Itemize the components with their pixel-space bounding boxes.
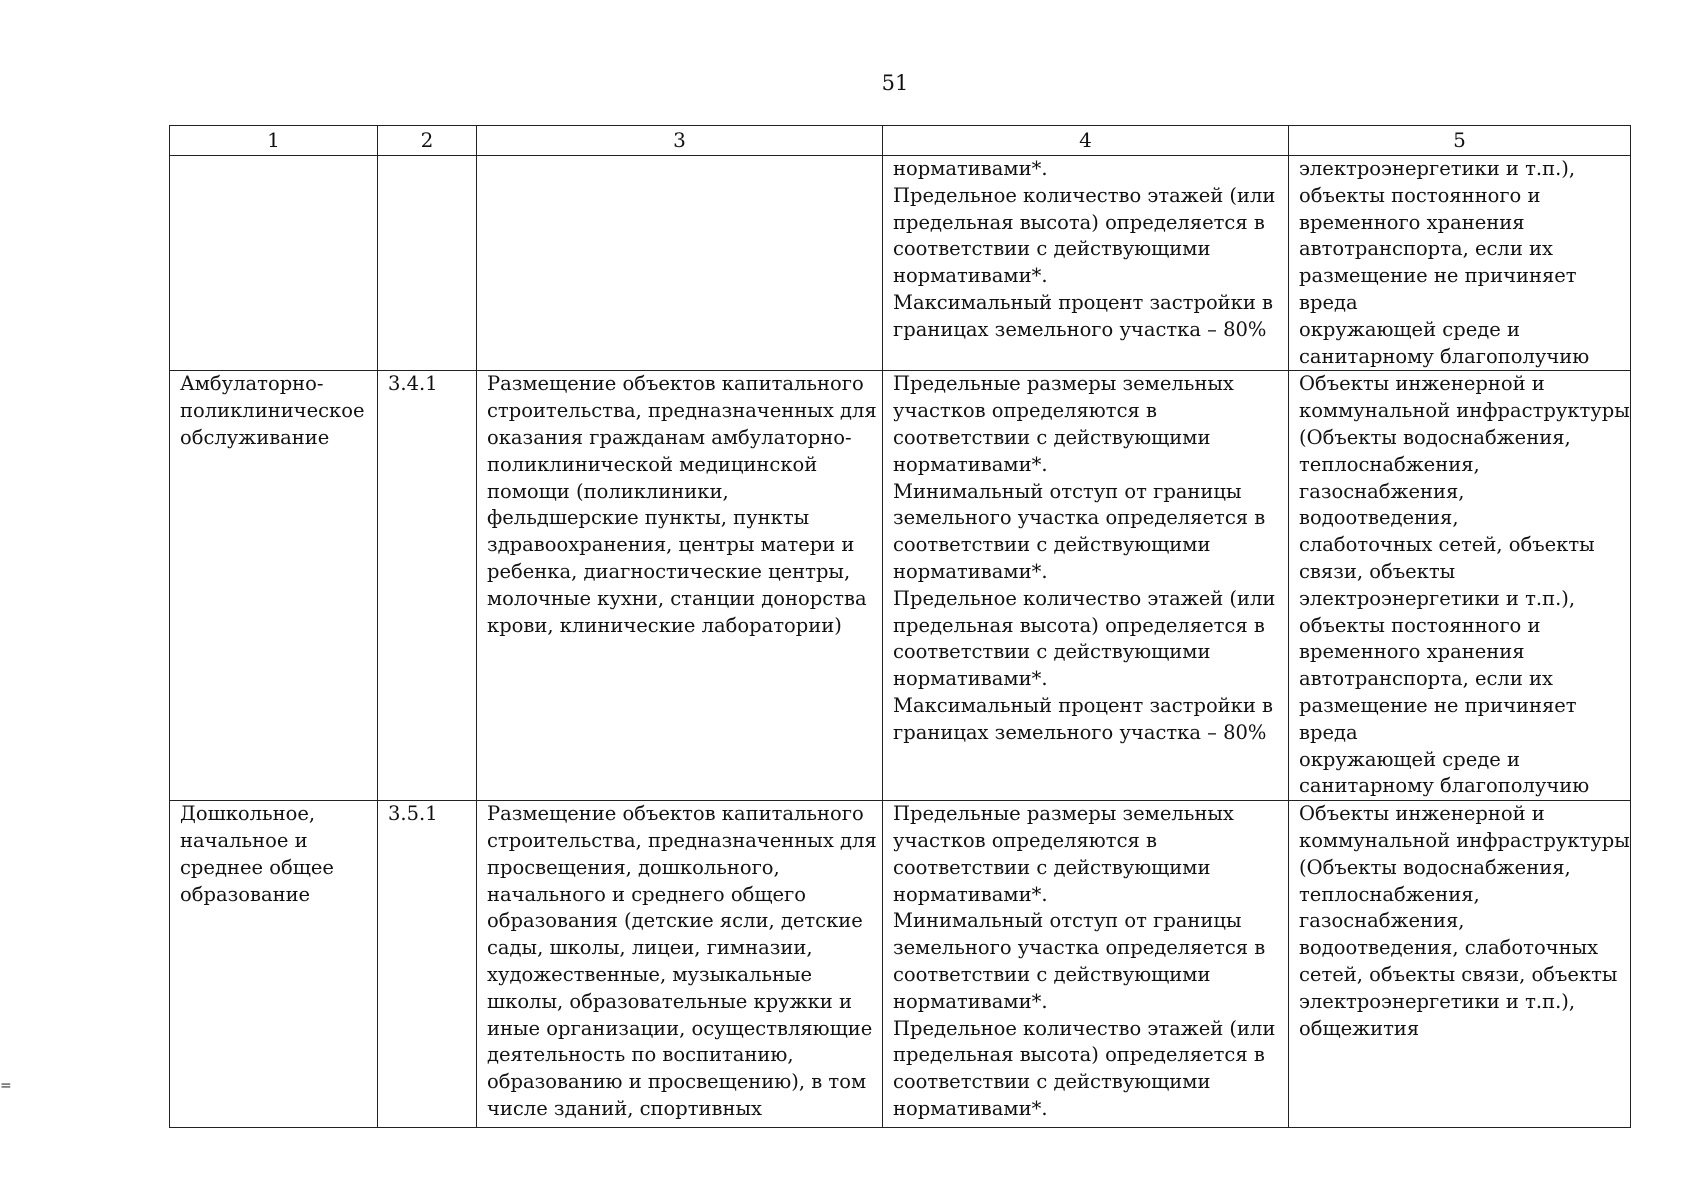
parameters-cell: Предельные размеры земельных участков определяются в соответствии с действующими нормативами*. Минимальный отступ от границы земельного участка определяется в соответствии с действующими нормативами*. Предельное количество этажей (или предельная высота) определяется в соответствии с действующими нормативами*. Максимальный процент застройки в границах земельного участка – 80%	[883, 371, 1289, 801]
zoning-table	[169, 125, 1631, 1128]
table-row	[170, 156, 1631, 371]
auxiliary-uses-cell: электроэнергетики и т.п.), объекты постоянного и временного хранения автотранспорта, если их размещение не причиняет вреда окружающей среде и санитарному благополучию	[1289, 156, 1631, 371]
auxiliary-uses-cell: Объекты инженерной и коммунальной инфраструктуры (Объекты водоснабжения, теплоснабжения, газоснабжения, водоотведения, слаботочных сетей, объекты связи, объекты электроэнергетики и т.п.), объекты постоянного и временного хранения автотранспорта, если их размещение не причиняет вреда окружающей среде и санитарному благополучию	[1289, 371, 1631, 801]
column-header-1: 1	[170, 126, 378, 156]
use-name-cell: Дошкольное, начальное и среднее общее образование	[170, 801, 378, 1128]
use-description-cell: Размещение объектов капитального строительства, предназначенных для просвещения, дошкольного, начального и среднего общего образования (детские ясли, детские сады, школы, лицеи, гимназии, художественные, музыкальные школы, образовательные кружки и иные организации, осуществляющие деятельность по воспитанию, образованию и просвещению), в том числе зданий, спортивных	[477, 801, 883, 1128]
auxiliary-uses-cell: Объекты инженерной и коммунальной инфраструктуры (Объекты водоснабжения, теплоснабжения, газоснабжения, водоотведения, слаботочных сетей, объекты связи, объекты электроэнергетики и т.п.), общежития	[1289, 801, 1631, 1128]
use-code-cell	[378, 156, 477, 371]
scan-edge-mark: =	[0, 1078, 12, 1094]
use-code-cell: 3.4.1	[378, 371, 477, 801]
table-row	[170, 371, 1631, 801]
column-header-5: 5	[1289, 126, 1631, 156]
table-row	[170, 801, 1631, 1128]
parameters-cell: нормативами*. Предельное количество этажей (или предельная высота) определяется в соответствии с действующими нормативами*. Максимальный процент застройки в границах земельного участка – 80%	[883, 156, 1289, 371]
header-row	[170, 126, 1631, 156]
use-name-cell: Амбулаторно- поликлиническое обслуживание	[170, 371, 378, 801]
use-code-cell: 3.5.1	[378, 801, 477, 1128]
column-header-4: 4	[883, 126, 1289, 156]
page-number: 51	[881, 71, 909, 95]
use-description-cell: Размещение объектов капитального строительства, предназначенных для оказания гражданам амбулаторно- поликлинической медицинской помощи (поликлиники, фельдшерские пункты, пункты здравоохранения, центры матери и ребенка, диагностические центры, молочные кухни, станции донорства крови, клинические лаборатории)	[477, 371, 883, 801]
column-header-2: 2	[378, 126, 477, 156]
parameters-cell: Предельные размеры земельных участков определяются в соответствии с действующими нормативами*. Минимальный отступ от границы земельного участка определяется в соответствии с действующими нормативами*. Предельное количество этажей (или предельная высота) определяется в соответствии с действующими нормативами*.	[883, 801, 1289, 1128]
use-name-cell	[170, 156, 378, 371]
column-header-3: 3	[477, 126, 883, 156]
use-description-cell	[477, 156, 883, 371]
